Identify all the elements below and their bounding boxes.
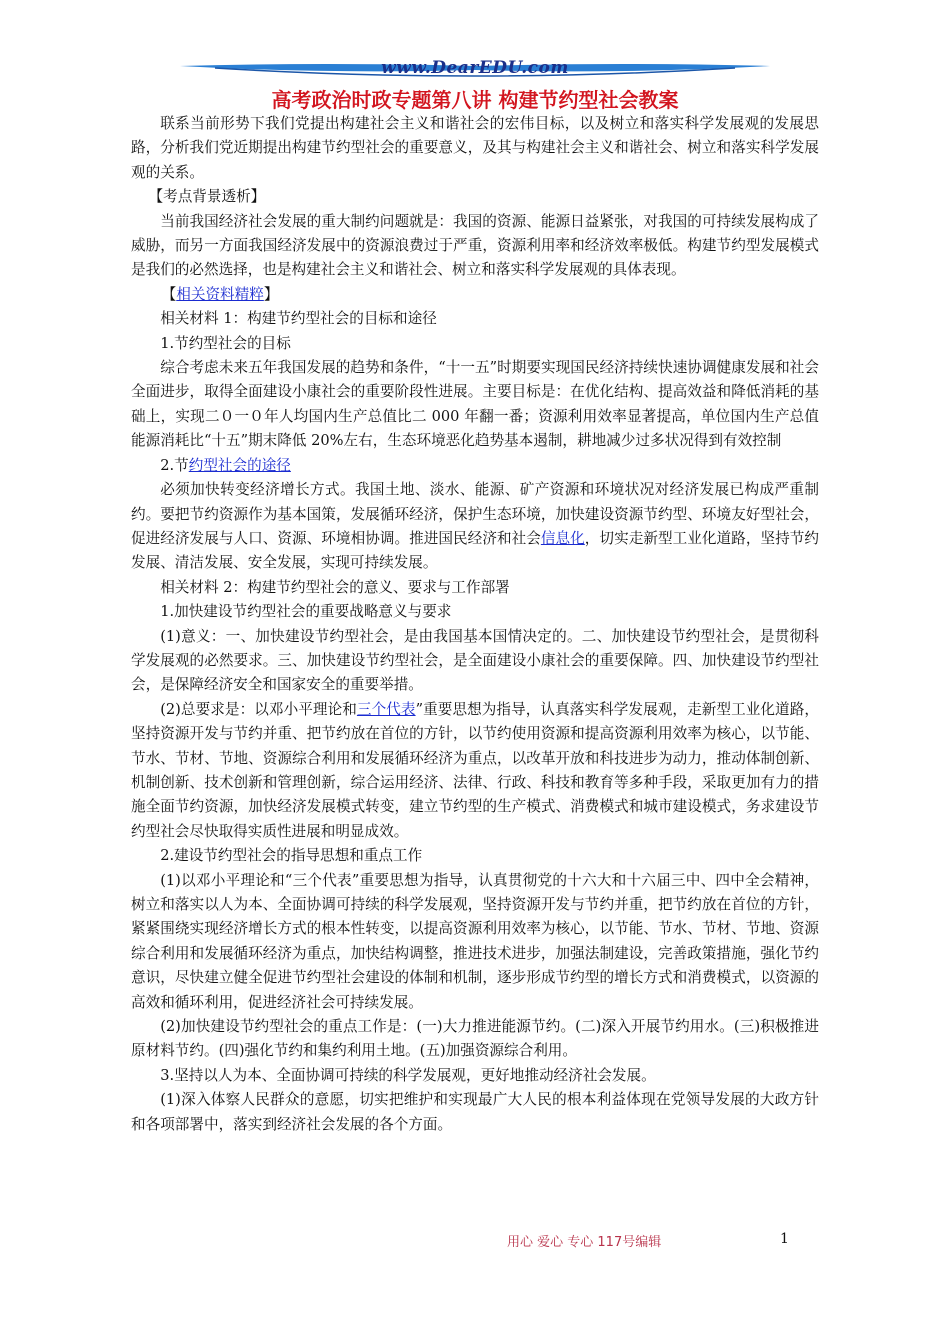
site-url[interactable]: www.DearEDU.com <box>381 58 569 78</box>
requirements-text-a: (2)总要求是：以邓小平理论和 <box>160 700 357 718</box>
approach-link[interactable]: 约型社会的途径 <box>188 456 291 474</box>
material-2-title: 相关材料 2：构建节约型社会的意义、要求与工作部署 <box>160 578 510 596</box>
requirements-text-b: ”重要思想为指导，认真落实科学发展观，走新型工业化道路，坚持资源开发与节约并重、把节约放在首位的方针，以节约使用资源和提高资源利用效率为核心，以节能、节水、节材、节地、资源综合利用和发展循环经济为重点，以改革开放和科技进步为动力，推动体制创新、机制创新、技术创新和管理创新，综合运用经济、法律、行政、科技和教育等多种手段，采取更加有力的措施全面节约资源，加快经济发展模式转变，建立节约型的生产模式、消费模式和城市建设模式，务求建设节约型社会尽快取得实质性进展和明显成效。 <box>131 700 819 840</box>
bracket-close: 】 <box>263 285 279 303</box>
key-work-paragraph: (2)加快建设节约型社会的重点工作是：(一)大力推进能源节约。(二)深入开展节约用水。(三)积极推进原材料节约。(四)强化节约和集约利用土地。(五)加强资源综合利用。 <box>131 1018 819 1060</box>
significance-paragraph: (1)意义：一、加快建设节约型社会，是由我国基本国情决定的。二、加快建设节约型社会，是贯彻科学发展观的必然要求。三、加快建设节约型社会，是全面建设小康社会的重要保障。四、加快建设节约型社会，是保障经济安全和国家安全的重要举措。 <box>131 627 819 694</box>
material-2-subtitle-3: 3.坚持以人为本、全面协调可持续的科学发展观，更好地推动经济社会发展。 <box>160 1066 656 1084</box>
material-2-subtitle-2: 2.建设节约型社会的指导思想和重点工作 <box>160 847 423 865</box>
informatization-link[interactable]: 信息化 <box>540 529 585 547</box>
material-1-title: 相关材料 1：构建节约型社会的目标和途径 <box>160 310 437 328</box>
approach-text-a: 必须加快转变经济增长方式。我国土地、淡水、能源、矿产资源和环境状况对经济发展已构成严重制约。要把节约资源作为基本国策，发展循环经济，保护生态环境，加快建设资源节约型、环境友好型社会，促进经济发展与人口、资源、环境相协调。推进国民经济和社会 <box>131 481 819 547</box>
material-2-subtitle-1: 1.加快建设节约型社会的重要战略意义与要求 <box>160 603 452 621</box>
footer-note: 用心 爱心 专心 117号编辑 <box>507 1235 662 1250</box>
page-number: 1 <box>780 1231 789 1247</box>
approach-text-b: ，切实走新型工业化道路，坚持节约发展、清洁发展、安全发展，实现可持续发展。 <box>131 529 819 572</box>
material-1-approach-paragraph <box>131 478 819 576</box>
materials-link[interactable]: 相关资料精粹 <box>176 285 264 303</box>
intro-paragraph: 联系当前形势下我们党提出构建社会主义和谐社会的宏伟目标，以及树立和落实科学发展观的发展思路，分析我们党近期提出构建节约型社会的重要意义，及其与构建社会主义和谐社会、树立和落实科学发展观的关系。 <box>131 115 819 181</box>
page-title: 高考政治时政专题第八讲 构建节约型社会教案 <box>271 88 679 112</box>
section-heading-background: 【考点背景透析】 <box>148 188 266 206</box>
requirements-paragraph <box>131 698 819 844</box>
subtitle-prefix: 2.节 <box>160 456 189 474</box>
people-oriented-paragraph: (1)深入体察人民群众的意愿，切实把维护和实现最广大人民的根本利益体现在党领导发展的大政方针和各项部署中，落实到经济社会发展的各个方面。 <box>131 1091 819 1133</box>
site-header-banner <box>175 54 775 88</box>
material-1-subtitle-2 <box>131 454 819 478</box>
three-represents-link[interactable]: 三个代表 <box>356 700 416 718</box>
bracket-open: 【 <box>161 285 177 303</box>
material-1-goal-paragraph: 综合考虑未来五年我国发展的趋势和条件，“十一五”时期要实现国民经济持续快速协调健康发展和社会全面进步，取得全面建设小康社会的重要阶段性进展。主要目标是：在优化结构、提高效益和降低消耗的基础上，实现二０一０年人均国内生产总值比二 000 年翻一番；资源利用效率显著提高，单位国内生产总值能源消耗比“十五”期末降低 20%左右，生态环境恶化趋势基本遏制，耕地减少过多状况得到有效控制 <box>131 359 819 450</box>
document-body <box>131 112 819 1137</box>
background-paragraph: 当前我国经济社会发展的重大制约问题就是：我国的资源、能源日益紧张，对我国的可持续发展构成了威胁，而另一方面我国经济发展中的资源浪费过于严重，资源利用率和经济效率极低。构建节约型发展模式是我们的必然选择，也是构建社会主义和谐社会、树立和落实科学发展观的具体表现。 <box>131 212 819 279</box>
guiding-ideology-paragraph: (1)以邓小平理论和“三个代表”重要思想为指导，认真贯彻党的十六大和十六届三中、四中全会精神，树立和落实以人为本、全面协调可持续的科学发展观，坚持资源开发与节约并重，把节约放在首位的方针，紧紧围绕实现经济增长方式的根本性转变，以提高资源利用效率为核心，以节能、节水、节材、节地、资源综合利用和发展循环经济为重点，加快结构调整，推进技术进步，加强法制建设，完善政策措施，强化节约意识，尽快建立健全促进节约型社会建设的体制和机制，逐步形成节约型的增长方式和消费模式，以资源的高效和循环利用，促进经济社会可持续发展。 <box>131 871 819 1011</box>
material-1-subtitle-1: 1.节约型社会的目标 <box>160 334 291 352</box>
section-heading-materials <box>131 283 819 307</box>
